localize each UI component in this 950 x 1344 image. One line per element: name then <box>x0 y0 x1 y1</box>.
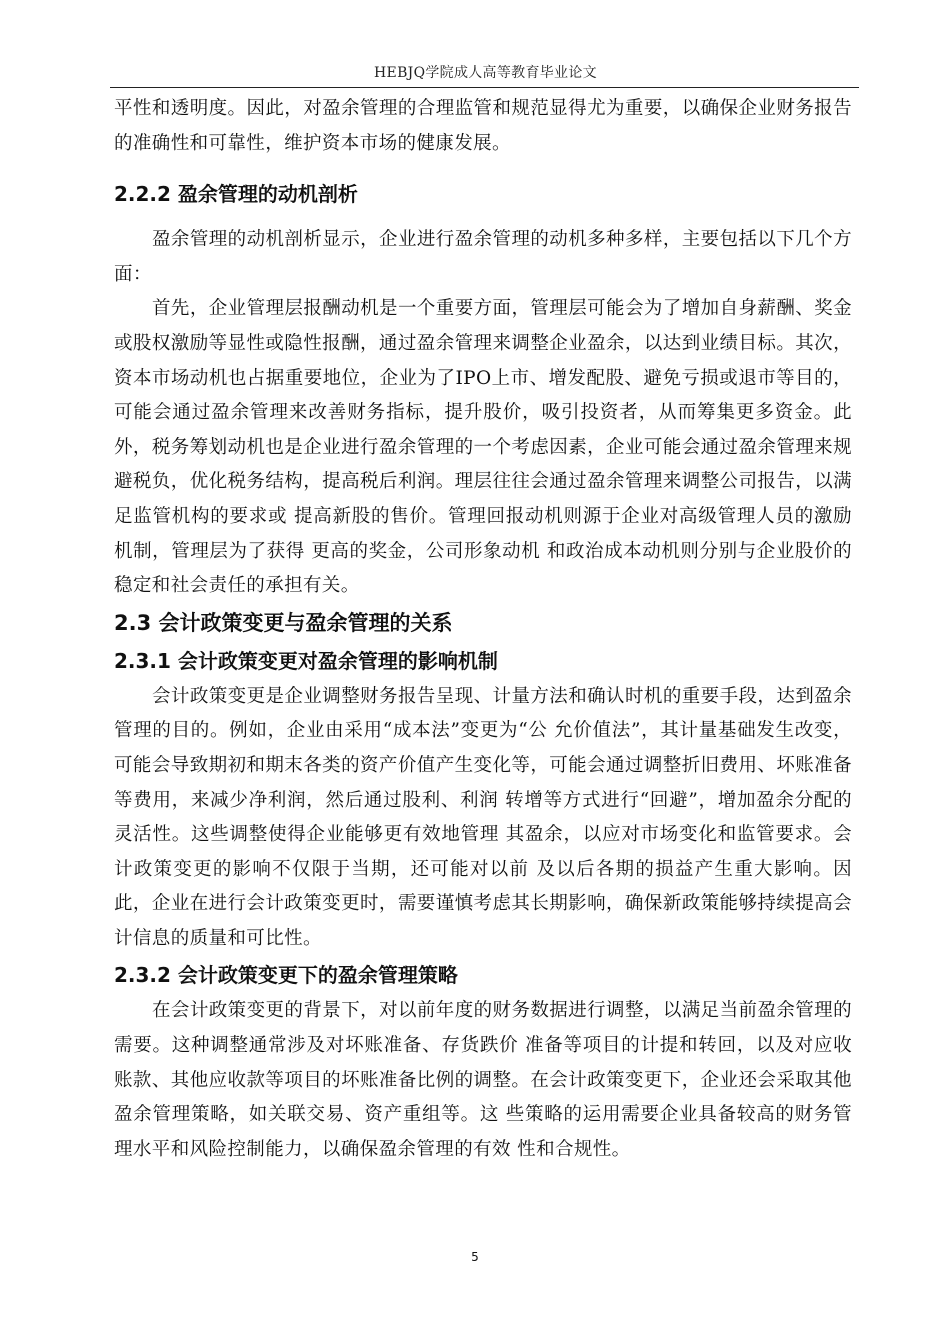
paragraph-strategies: 在会计政策变更的背景下，对以前年度的财务数据进行调整，以满足当前盈余管理的需要。这种调整通常涉及对坏账准备、存货跌价 准备等项目的计提和转回，以及对应收账款、其他应收款等项目的坏账准备比例的调整。在会计政策变更下，企业还会采取其他盈余管理策略，如关联交易、资产重组等。这 些策略的运用需要企业具备较高的财务管理水平和风险控制能力，以确保盈余管理的有效 性和合规性。 <box>114 1000 852 1160</box>
spacer <box>114 213 852 223</box>
section-heading-2-3: 2.3 会计政策变更与盈余管理的关系 <box>114 610 453 635</box>
paragraph-motives-intro: 盈余管理的动机剖析显示，企业进行盈余管理的动机多种多样，主要包括以下几个方面： <box>114 229 852 285</box>
section-heading-2-2-2: 2.2.2 盈余管理的动机剖析 <box>114 182 358 207</box>
section-heading-2-3-2: 2.3.2 会计政策变更下的盈余管理策略 <box>114 963 458 988</box>
paragraph-impact-mechanism: 会计政策变更是企业调整财务报告呈现、计量方法和确认时机的重要手段，达到盈余管理的目的。例如，企业由采用“成本法”变更为“公 允价值法”，其计量基础发生改变，可能会导致期初和期末各类的资产价值产生变化等，可能会通过调整折旧费用、坏账准备等费用，来减少净利润，然后通过股利、利润 转增等方式进行“回避”，增加盈余分配的灵活性。这些调整使得企业能够更有效地管理 其盈余，以应对市场变化和监管要求。会计政策变更的影响不仅限于当期，还可能对以前 及以后各期的损益产生重大影响。因此，企业在进行会计政策变更时，需要谨慎考虑其长期影响，确保新政策能够持续提高会计信息的质量和可比性。 <box>114 685 852 949</box>
page-number: 5 <box>471 1250 479 1264</box>
page-body <box>114 92 852 1167</box>
running-header: HEBJQ学院成人高等教育毕业论文 <box>374 65 597 81</box>
paragraph-motives-detail: 首先，企业管理层报酬动机是一个重要方面，管理层可能会为了增加自身薪酬、奖金或股权激励等显性或隐性报酬，通过盈余管理来调整企业盈余，以达到业绩目标。其次，资本市场动机也占据重要地位，企业为了IPO上市、增发配股、避免亏损或退市等目的，可能会通过盈余管理来改善财务指标，提升股价，吸引投资者，从而筹集更多资金。此外，税务筹划动机也是企业进行盈余管理的一个考虑因素，企业可能会通过盈余管理来规避税负，优化税务结构，提高税后利润。理层往往会通过盈余管理来调整公司报告，以满足监管机构的要求或 提高新股的售价。管理回报动机则源于企业对高级管理人员的激励机制，管理层为了获得 更高的奖金，公司形象动机 和政治成本动机则分别与企业股价的稳定和社会责任的承担有关。 <box>114 298 852 597</box>
spacer <box>114 161 852 175</box>
intro-paragraph: 平性和透明度。因此，对盈余管理的合理监管和规范显得尤为重要，以确保企业财务报告的准确性和可靠性，维护资本市场的健康发展。 <box>114 98 852 154</box>
section-heading-2-3-1: 2.3.1 会计政策变更对盈余管理的影响机制 <box>114 648 498 673</box>
header-divider <box>110 87 859 88</box>
